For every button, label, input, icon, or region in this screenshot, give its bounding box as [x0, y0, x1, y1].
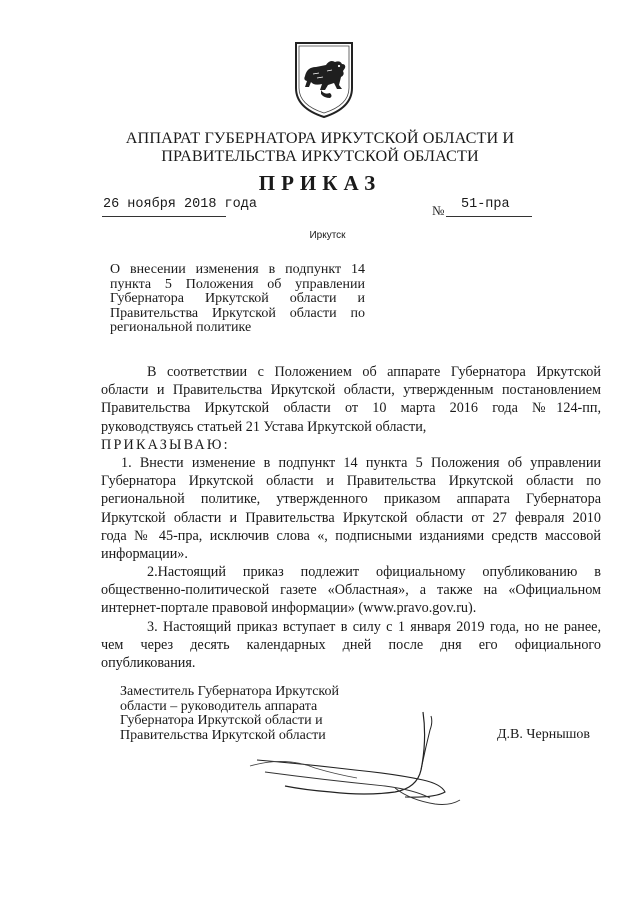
order-item-3 — [101, 618, 601, 673]
order-item-1 — [101, 454, 601, 563]
number-sign: № — [432, 203, 445, 218]
position-line: Заместитель Губернатора Иркутской — [120, 684, 339, 699]
date-underline — [102, 216, 226, 217]
subject-line: Губернатора Иркутской области и — [110, 291, 365, 306]
subject-line: Правительства Иркутской области по — [110, 305, 365, 321]
text-line: чем через десять календарных дней после дня его официального — [101, 637, 601, 654]
text-line: 3. Настоящий приказ вступает в силу с 1 января 2019 года, но не ранее, — [147, 619, 601, 635]
signatory-name: Д.В. Чернышов — [497, 727, 590, 742]
order-word: ПРИКАЗЫВАЮ: — [101, 436, 230, 453]
subject-line: О внесении изменения в подпункт 14 — [110, 262, 365, 277]
preamble-paragraph — [101, 363, 601, 454]
text-line: опубликования. — [101, 655, 196, 672]
document-date: 26 ноября 2018 года — [103, 197, 257, 212]
text-line: интернет-портале правовой информации» (www.pravo.gov.ru). — [101, 600, 477, 617]
text-line: общественно-политической газете «Областная», а также на «Официальном — [101, 582, 601, 599]
document-subject — [110, 263, 365, 336]
text-line: информации». — [101, 546, 188, 563]
text-line: Правительства Иркутской области от 10 марта 2016 года №124-пп, — [101, 400, 601, 417]
text-line: региональной политике, утвержденного приказом аппарата Губернатора — [101, 491, 601, 508]
text-line: Иркутской области и Правительства Иркутской области от 27 февраля 2010 — [101, 509, 601, 526]
text-line: руководствуясь статьей 21 Устава Иркутской области, — [101, 418, 427, 435]
text-line: области и Правительства Иркутской области, утвержденным постановлением — [101, 382, 601, 399]
organization-name-line-1: АППАРАТ ГУБЕРНАТОРА ИРКУТСКОЙ ОБЛАСТИ И — [125, 129, 515, 147]
text-line: 2.Настоящий приказ подлежит официальному опубликованию в — [147, 564, 601, 580]
subject-line: региональной политике — [110, 320, 252, 335]
text-line: Губернатора Иркутской области и Правительства Иркутской области по — [101, 473, 601, 490]
coat-of-arms-emblem — [293, 40, 355, 120]
position-line: Правительства Иркутской области — [120, 727, 326, 743]
number-underline — [446, 216, 532, 217]
order-item-2 — [101, 563, 601, 618]
organization-name-line-2: ПРАВИТЕЛЬСТВА ИРКУТСКОЙ ОБЛАСТИ — [161, 147, 479, 165]
text-line: В соответствии с Положением об аппарате Губернатора Иркутской — [147, 364, 601, 380]
document-type-title: ПРИКАЗ — [258, 171, 382, 195]
position-line: Губернатора Иркутской области и — [120, 713, 323, 729]
text-line: года № 45-пра, исключив слова «, подписными изданиями средств массовой — [101, 527, 601, 544]
subject-line: пункта 5 Положения об управлении — [110, 276, 365, 292]
position-line: области – руководитель аппарата — [120, 698, 318, 714]
document-city: Иркутск — [309, 230, 346, 241]
text-line: 1. Внести изменение в подпункт 14 пункта 5 Положения об управлении — [121, 455, 601, 471]
document-number: 51-пра — [461, 197, 510, 212]
handwritten-signature — [245, 700, 495, 810]
